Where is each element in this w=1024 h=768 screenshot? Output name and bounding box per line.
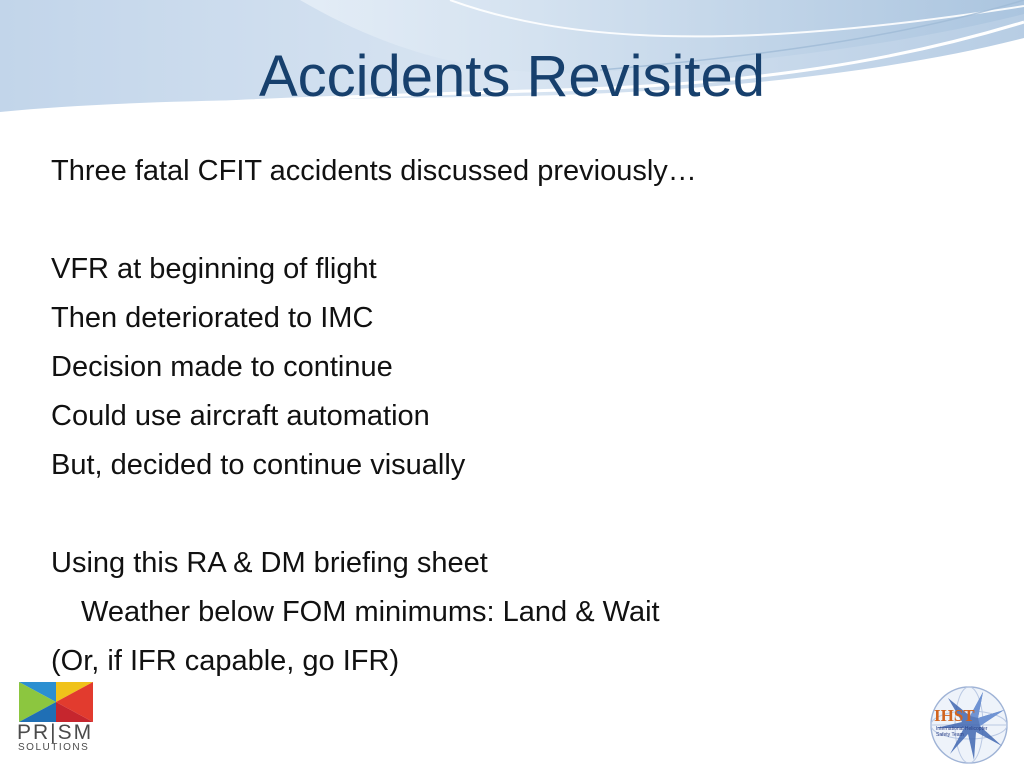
prism-solutions-logo xyxy=(15,680,100,755)
slide-body xyxy=(51,147,697,686)
body-line: But, decided to continue visually xyxy=(51,449,466,481)
body-line: Could use aircraft automation xyxy=(51,400,430,432)
body-line: Using this RA & DM briefing sheet xyxy=(51,547,488,579)
ihst-logo xyxy=(928,684,1010,766)
slide-title: Accidents Revisited xyxy=(258,44,766,109)
body-line: Then deteriorated to IMC xyxy=(51,302,374,334)
prism-subtitle: SOLUTIONS xyxy=(18,742,90,753)
prism-color-blocks-icon xyxy=(19,682,93,722)
body-line: Decision made to continue xyxy=(51,351,393,383)
ihst-abbreviation: IHST xyxy=(934,706,975,725)
body-line: VFR at beginning of flight xyxy=(51,253,377,285)
body-line-indented: Weather below FOM minimums: Land & Wait xyxy=(81,596,660,628)
prism-wordmark: PR|SM xyxy=(17,721,94,744)
body-line-blank xyxy=(51,490,697,539)
body-line-blank xyxy=(51,196,697,245)
ihst-full-name: International Helicopter Safety Team xyxy=(936,726,988,738)
body-line: Three fatal CFIT accidents discussed previously… xyxy=(51,155,697,187)
body-line: (Or, if IFR capable, go IFR) xyxy=(51,645,400,677)
